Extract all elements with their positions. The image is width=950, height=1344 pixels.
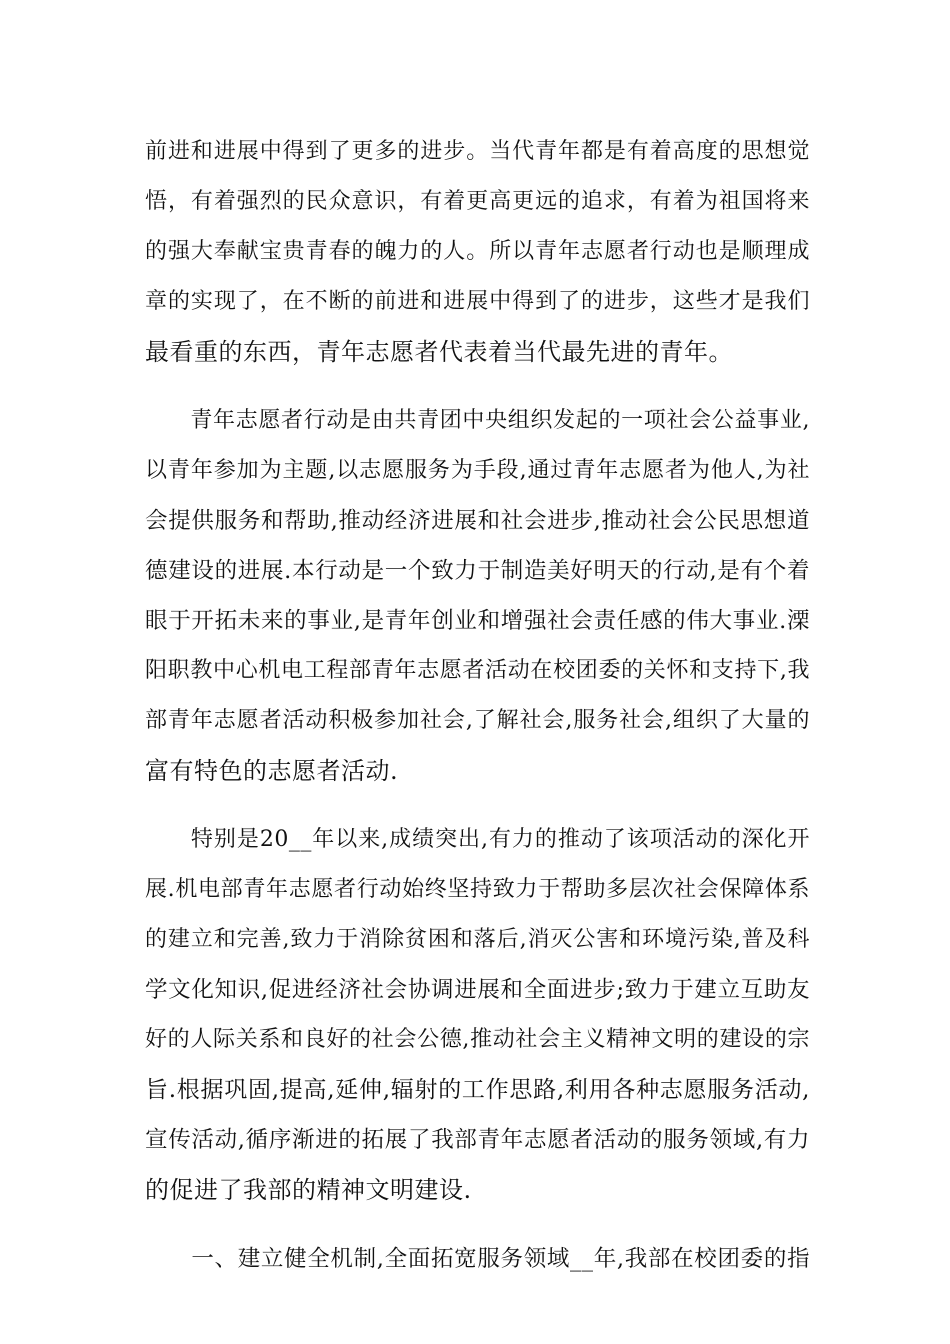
text-line: 眼于开拓未来的事业,是青年创业和增强社会责任感的伟大事业.溧 <box>145 608 810 634</box>
text-line: 最看重的东西，青年志愿者代表着当代最先进的青年。 <box>145 338 733 366</box>
text-line: 特别是20__年以来,成绩突出,有力的推动了该项活动的深化开 <box>145 827 810 852</box>
text-line: 富有特色的志愿者活动. <box>145 757 399 785</box>
paragraph <box>145 127 810 377</box>
paragraph <box>145 396 810 796</box>
text-line: 好的人际关系和良好的社会公德,推动社会主义精神文明的建设的宗 <box>145 1027 810 1052</box>
document-body <box>145 127 810 1284</box>
text-line: 部青年志愿者活动积极参加社会,了解社会,服务社会,组织了大量的 <box>145 708 810 733</box>
text-line: 学文化知识,促进经济社会协调进展和全面进步;致力于建立互助友 <box>145 977 810 1003</box>
text-line: 展.机电部青年志愿者行动始终坚持致力于帮助多层次社会保障体系 <box>145 877 810 902</box>
text-line: 悟，有着强烈的民众意识，有着更高更远的追求，有着为祖国将来 <box>145 189 810 214</box>
text-line: 德建设的进展.本行动是一个致力于制造美好明天的行动,是有个着 <box>145 558 810 584</box>
paragraph <box>145 1234 810 1284</box>
text-line: 宣传活动,循序渐进的拓展了我部青年志愿者活动的服务领域,有力 <box>145 1127 810 1153</box>
text-line: 章的实现了，在不断的前进和进展中得到了的进步，这些才是我们 <box>145 289 810 314</box>
text-line: 的建立和完善,致力于消除贫困和落后,消灭公害和环境污染,普及科 <box>145 927 810 952</box>
text-line: 阳职教中心机电工程部青年志愿者活动在校团委的关怀和支持下,我 <box>145 658 810 683</box>
text-line: 的强大奉献宝贵青春的魄力的人。所以青年志愿者行动也是顺理成 <box>145 239 810 264</box>
text-line: 青年志愿者行动是由共青团中央组织发起的一项社会公益事业, <box>145 408 810 433</box>
text-line: 的促进了我部的精神文明建设. <box>145 1176 472 1204</box>
text-line: 一、建立健全机制,全面拓宽服务领域__年,我部在校团委的指 <box>145 1246 810 1272</box>
paragraph <box>145 815 810 1215</box>
text-line: 会提供服务和帮助,推动经济进展和社会进步,推动社会公民思想道 <box>145 508 810 534</box>
text-line: 以青年参加为主题,以志愿服务为手段,通过青年志愿者为他人,为社 <box>145 458 810 483</box>
text-line: 前进和进展中得到了更多的进步。当代青年都是有着高度的思想觉 <box>145 139 810 164</box>
text-line: 旨.根据巩固,提高,延伸,辐射的工作思路,利用各种志愿服务活动, <box>145 1077 810 1103</box>
